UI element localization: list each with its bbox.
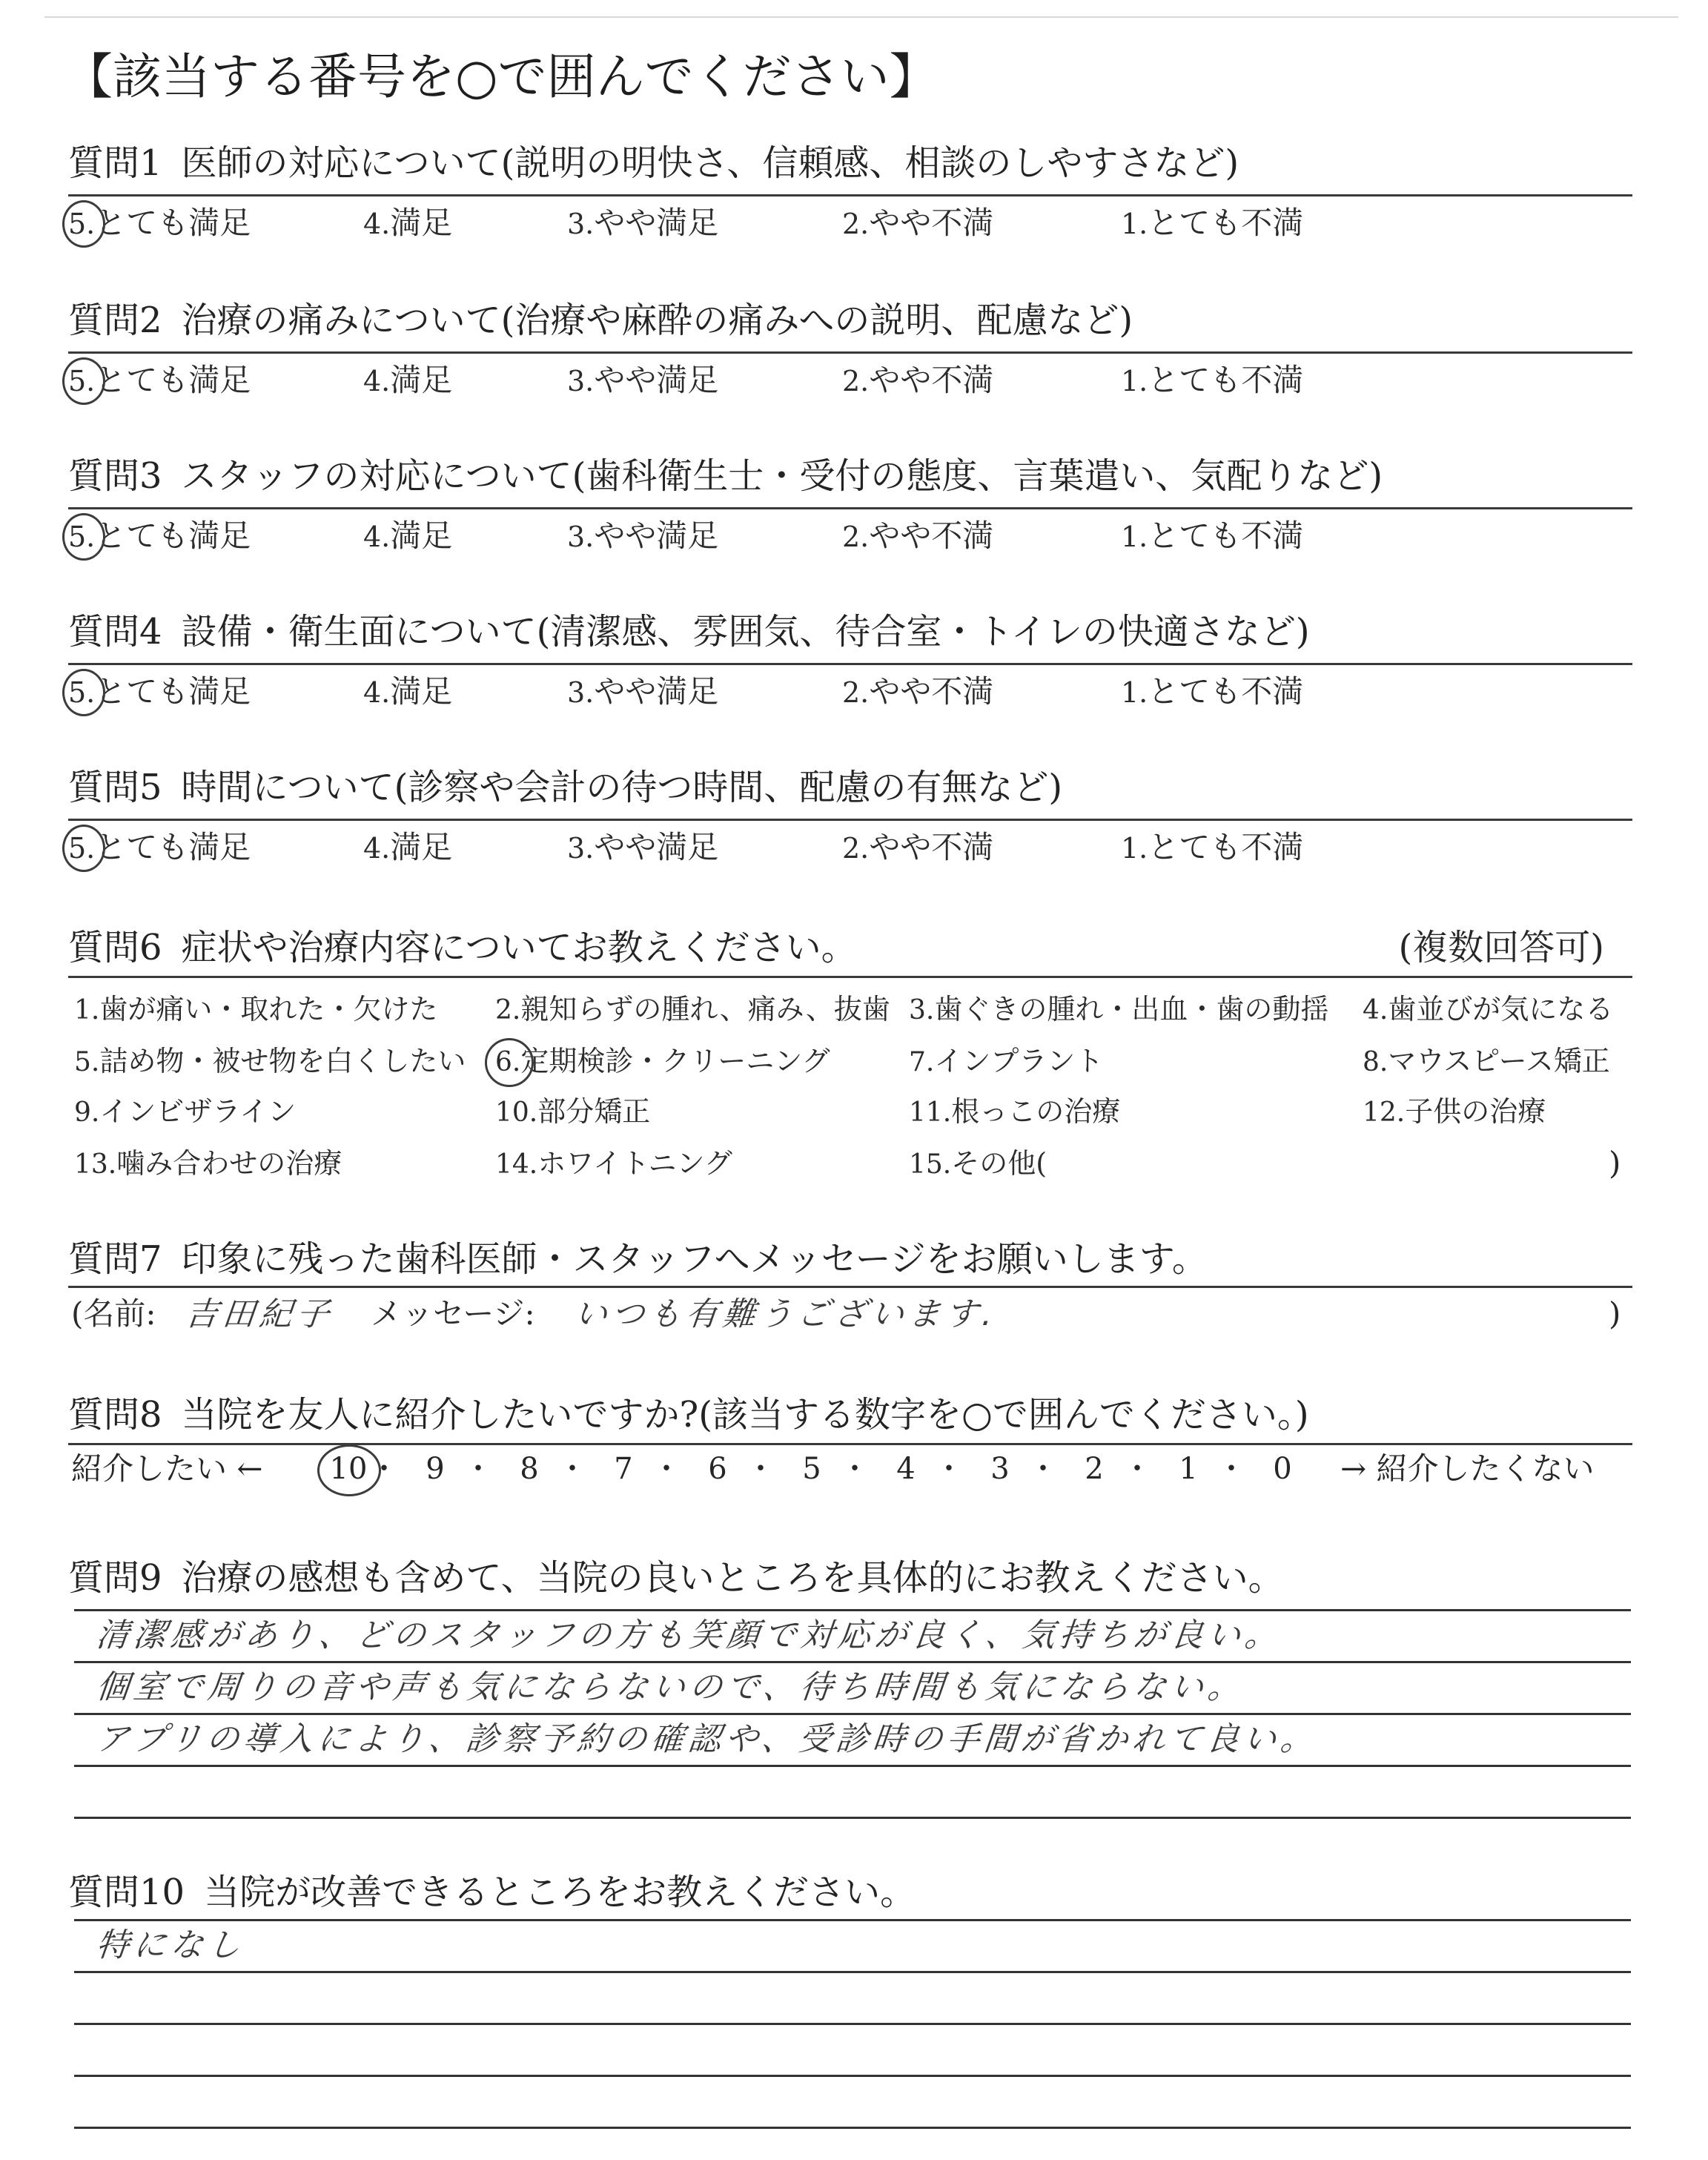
q1-option-5 [68, 203, 251, 244]
option-number: 1. [1121, 832, 1148, 865]
option-label: とても不満 [1148, 205, 1304, 241]
option-number: 2. [842, 521, 870, 553]
option-number: 6. [495, 1047, 521, 1077]
q7-number: 質問7 [68, 1238, 162, 1280]
q6-close-paren: ) [1609, 1145, 1621, 1181]
q9-answer-line-1: 清潔感があり、どのスタッフの方も笑顔で対応が良く、気持ちが良い。 [94, 1616, 1284, 1654]
q6-number: 質問6 [68, 927, 162, 968]
q6-option-1 [74, 989, 437, 1031]
option-number: 12. [1363, 1097, 1406, 1128]
option-label: 歯並びが気になる [1388, 993, 1614, 1025]
q6-title [68, 925, 857, 970]
q6-option-2 [495, 989, 890, 1031]
option-label: やや満足 [594, 518, 719, 554]
option-number: 3. [567, 676, 595, 709]
option-label: とても満足 [95, 362, 251, 398]
option-number: 11. [909, 1097, 952, 1128]
option-label: とても不満 [1148, 518, 1304, 554]
option-number: 1. [1121, 208, 1148, 240]
q8-scale-10: 10 [329, 1452, 368, 1486]
option-number: 4. [363, 521, 391, 553]
option-number: 3. [567, 832, 595, 865]
q2-option-2 [842, 360, 993, 401]
q8-scale-6: 6 [708, 1452, 727, 1486]
q3-text: スタッフの対応について(歯科衛生士・受付の態度、言葉遣い、気配りなど) [181, 455, 1383, 497]
q8-separator: ・ [463, 1452, 493, 1486]
top-border [44, 16, 1678, 18]
option-label: とても満足 [95, 205, 251, 241]
option-label: インプラント [934, 1045, 1104, 1077]
option-number: 2. [495, 995, 521, 1025]
q10-number: 質問10 [68, 1872, 185, 1913]
q9-rule-5 [74, 1817, 1631, 1819]
q8-scale-3: 3 [990, 1452, 1010, 1486]
option-number: 4. [363, 676, 391, 709]
q3-number: 質問3 [68, 455, 162, 497]
q8-scale-9: 9 [426, 1452, 445, 1486]
q9-rule-3 [74, 1713, 1631, 1715]
q8-separator: ・ [652, 1452, 681, 1486]
q9-number: 質問9 [68, 1557, 162, 1599]
option-number: 14. [495, 1149, 538, 1180]
q8-separator: ・ [1122, 1452, 1152, 1486]
q9-rule-4 [74, 1765, 1631, 1767]
q6-option-5 [74, 1041, 466, 1083]
option-number: 4. [1363, 995, 1388, 1025]
option-label: 満足 [390, 518, 453, 554]
q1-option-3 [567, 203, 718, 244]
option-number: 2. [842, 365, 870, 397]
option-label: 満足 [390, 829, 453, 865]
option-number: 3. [567, 521, 595, 553]
option-label: 定期検診・クリーニング [520, 1045, 830, 1077]
option-number: 1. [74, 995, 100, 1025]
q1-number: 質問1 [68, 142, 162, 184]
q2-option-5 [68, 360, 251, 401]
q3-rule [68, 507, 1632, 509]
q5-number: 質問5 [68, 767, 162, 808]
option-number: 1. [1121, 521, 1148, 553]
q5-text: 時間について(診察や会計の待つ時間、配慮の有無など) [181, 767, 1063, 808]
q7-name-label: (名前: [71, 1295, 156, 1332]
q1-option-4 [363, 203, 452, 244]
q3-option-3 [567, 516, 718, 557]
q5-option-5 [68, 828, 251, 868]
option-label: 部分矯正 [537, 1095, 651, 1128]
option-number: 2. [842, 676, 870, 709]
q10-rule-1 [74, 1919, 1631, 1921]
q8-separator: ・ [934, 1452, 964, 1486]
option-label: 満足 [390, 205, 453, 241]
q4-option-5 [68, 672, 251, 713]
option-label: とても不満 [1148, 673, 1304, 710]
q10-answer-line-1: 特になし [94, 1926, 247, 1964]
option-label: やや不満 [869, 829, 994, 865]
q1-title [68, 141, 1239, 185]
q8-title [68, 1393, 1309, 1437]
option-number: 5. [68, 832, 96, 865]
option-label: とても満足 [95, 518, 251, 554]
q6-option-7 [909, 1041, 1103, 1083]
q1-text: 医師の対応について(説明の明快さ、信頼感、相談のしやすさなど) [181, 142, 1239, 184]
option-number: 1. [1121, 365, 1148, 397]
option-label: やや満足 [594, 362, 719, 398]
q7-message-value: いつも有難うございます. [572, 1295, 999, 1333]
q10-rule-3 [74, 2023, 1631, 2025]
option-label: やや不満 [869, 362, 994, 398]
q8-scale-8: 8 [520, 1452, 539, 1486]
option-label: ホワイトニング [537, 1147, 732, 1180]
q6-option-8 [1363, 1041, 1610, 1083]
q4-text: 設備・衛生面について(清潔感、雰囲気、待合室・トイレの快適さなど) [181, 611, 1310, 653]
q8-separator: ・ [746, 1452, 775, 1486]
option-label: 親知らずの腫れ、痛み、抜歯 [520, 993, 890, 1025]
q5-option-1 [1121, 828, 1303, 868]
q7-rule [68, 1286, 1632, 1288]
option-number: 5. [68, 365, 96, 397]
option-label: やや満足 [594, 205, 719, 241]
q4-number: 質問4 [68, 611, 162, 653]
option-label: 子供の治療 [1405, 1095, 1546, 1128]
q8-scale-1: 1 [1179, 1452, 1198, 1486]
q6-option-3 [909, 989, 1328, 1031]
q4-option-3 [567, 672, 718, 713]
q9-text: 治療の感想も含めて、当院の良いところを具体的にお教えください。 [181, 1557, 1284, 1599]
option-number: 4. [363, 365, 391, 397]
option-label: 歯ぐきの腫れ・出血・歯の動揺 [934, 993, 1329, 1025]
option-label: マウスピース矯正 [1388, 1045, 1610, 1077]
q8-scale-5: 5 [802, 1452, 821, 1486]
q2-option-1 [1121, 360, 1303, 401]
q8-scale-4: 4 [896, 1452, 916, 1486]
option-number: 5. [68, 521, 96, 553]
option-number: 3. [567, 208, 595, 240]
q10-text: 当院が改善できるところをお教えください。 [204, 1872, 916, 1913]
q10-title [68, 1870, 916, 1915]
q3-option-5 [68, 516, 251, 557]
option-label: 噛み合わせの治療 [116, 1147, 342, 1180]
option-number: 2. [842, 832, 870, 865]
option-number: 10. [495, 1097, 538, 1128]
option-label: とても満足 [95, 829, 251, 865]
q7-title [68, 1237, 1208, 1281]
option-label: やや不満 [869, 673, 994, 710]
q2-option-4 [363, 360, 452, 401]
q8-scale-2: 2 [1085, 1452, 1104, 1486]
option-label: 根っこの治療 [951, 1095, 1121, 1128]
option-label: とても不満 [1148, 829, 1304, 865]
q8-text: 当院を友人に紹介したいですか?(該当する数字を○で囲んでください。) [181, 1394, 1309, 1436]
option-number: 13. [74, 1149, 117, 1180]
q6-option-4 [1363, 989, 1613, 1031]
q8-rule [68, 1443, 1632, 1445]
q8-separator: ・ [369, 1452, 399, 1486]
option-number: 4. [363, 208, 391, 240]
q7-name-value: 吉田紀子 [183, 1295, 336, 1333]
option-label: 満足 [390, 362, 453, 398]
page-title: 【該当する番号を○で囲んでください】 [64, 48, 939, 105]
option-number: 2. [842, 208, 870, 240]
option-number: 8. [1363, 1047, 1388, 1077]
q6-option-15 [909, 1143, 1047, 1185]
q6-option-9 [74, 1091, 296, 1133]
q4-option-1 [1121, 672, 1303, 713]
q6-option-10 [495, 1091, 650, 1133]
q8-scale-0: 0 [1273, 1452, 1292, 1486]
q5-option-4 [363, 828, 452, 868]
option-label: 歯が痛い・取れた・欠けた [99, 993, 438, 1025]
q8-separator: ・ [1028, 1452, 1058, 1486]
option-number: 7. [909, 1047, 935, 1077]
option-label: とても満足 [95, 673, 251, 710]
q6-option-6 [495, 1041, 830, 1083]
option-number: 5. [68, 676, 96, 709]
q9-rule-1 [74, 1609, 1631, 1611]
q6-option-11 [909, 1091, 1120, 1133]
q5-title [68, 765, 1062, 810]
option-label: インビザライン [99, 1095, 297, 1128]
option-label: 詰め物・被せ物を白くしたい [99, 1045, 466, 1077]
q3-option-2 [842, 516, 993, 557]
q8-number: 質問8 [68, 1394, 162, 1436]
q6-multi-note: (複数回答可) [1398, 927, 1604, 968]
option-number: 3. [909, 995, 935, 1025]
option-number: 3. [567, 365, 595, 397]
q8-separator: ・ [840, 1452, 870, 1486]
q8-scale-7: 7 [614, 1452, 633, 1486]
q9-answer-line-2: 個室で周りの音や声も気にならないので、待ち時間も気にならない。 [94, 1668, 1247, 1706]
q6-option-14 [495, 1143, 732, 1185]
q6-option-13 [74, 1143, 342, 1185]
option-label: 満足 [390, 673, 453, 710]
q6-option-12 [1363, 1091, 1546, 1133]
q7-text: 印象に残った歯科医師・スタッフへメッセージをお願いします。 [181, 1238, 1208, 1280]
q3-title [68, 454, 1383, 498]
q8-left-label: 紹介したい ← [71, 1450, 263, 1487]
option-number: 5. [74, 1047, 100, 1077]
option-label: やや不満 [869, 518, 994, 554]
option-number: 9. [74, 1097, 100, 1128]
q8-right-label: → 紹介したくない [1340, 1450, 1595, 1487]
option-label: その他( [951, 1147, 1047, 1180]
option-label: やや不満 [869, 205, 994, 241]
q10-rule-2 [74, 1971, 1631, 1973]
q1-option-2 [842, 203, 993, 244]
q5-option-3 [567, 828, 718, 868]
q4-title [68, 610, 1310, 654]
q10-rule-5 [74, 2127, 1631, 2129]
q6-text: 症状や治療内容についてお教えください。 [181, 927, 857, 968]
option-label: やや満足 [594, 673, 719, 710]
q2-option-3 [567, 360, 718, 401]
q10-rule-4 [74, 2075, 1631, 2077]
q8-separator: ・ [1217, 1452, 1246, 1486]
q9-rule-2 [74, 1661, 1631, 1663]
q2-number: 質問2 [68, 300, 162, 341]
q3-option-1 [1121, 516, 1303, 557]
option-number: 1. [1121, 676, 1148, 709]
option-label: とても不満 [1148, 362, 1304, 398]
option-number: 4. [363, 832, 391, 865]
q7-close-paren: ) [1609, 1295, 1621, 1332]
q1-rule [68, 194, 1632, 196]
q9-answer-line-3: アプリの導入により、診察予約の確認や、受診時の手間が省かれて良い。 [94, 1720, 1320, 1758]
option-number: 5. [68, 208, 96, 240]
q2-title [68, 298, 1133, 343]
q4-rule [68, 663, 1632, 665]
q7-message-label: メッセージ: [371, 1295, 535, 1332]
q3-option-4 [363, 516, 452, 557]
q5-option-2 [842, 828, 993, 868]
q2-rule [68, 351, 1632, 354]
q1-option-1 [1121, 203, 1303, 244]
q2-text: 治療の痛みについて(治療や麻酔の痛みへの説明、配慮など) [181, 300, 1133, 341]
q9-title [68, 1556, 1284, 1600]
q4-option-4 [363, 672, 452, 713]
q5-rule [68, 819, 1632, 821]
option-number: 15. [909, 1149, 952, 1180]
option-label: やや満足 [594, 829, 719, 865]
q8-separator: ・ [557, 1452, 587, 1486]
q6-rule [68, 976, 1632, 978]
q4-option-2 [842, 672, 993, 713]
